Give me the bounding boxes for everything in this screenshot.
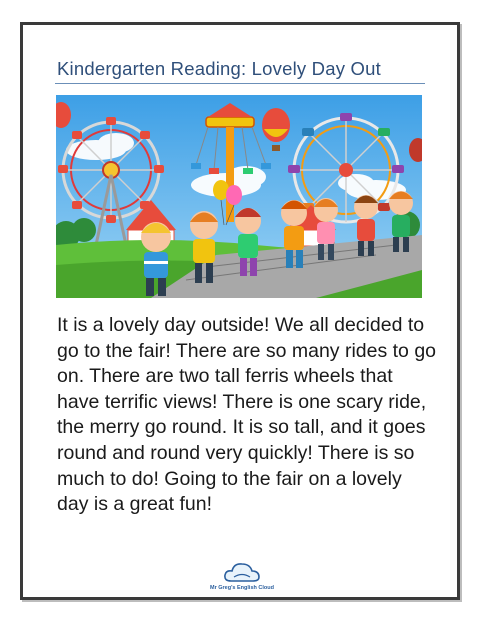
fair-illustration — [56, 95, 422, 298]
page-title: Kindergarten Reading: Lovely Day Out — [57, 58, 381, 79]
cloud-icon — [222, 559, 262, 587]
title-divider — [55, 83, 425, 84]
footer-logo-text: Mr Greg's English Cloud — [210, 585, 274, 591]
story-text: It is a lovely day outside! We all decided to go to the fair! There are so many rides to go on. There are two tall ferris wheels that have terrific views! There is one scary ride, the merry go round. It is so tall, and it goes round and round very quickly! There is so much to do! Going to the fair on a lovely day is a great fun! — [57, 314, 437, 516]
